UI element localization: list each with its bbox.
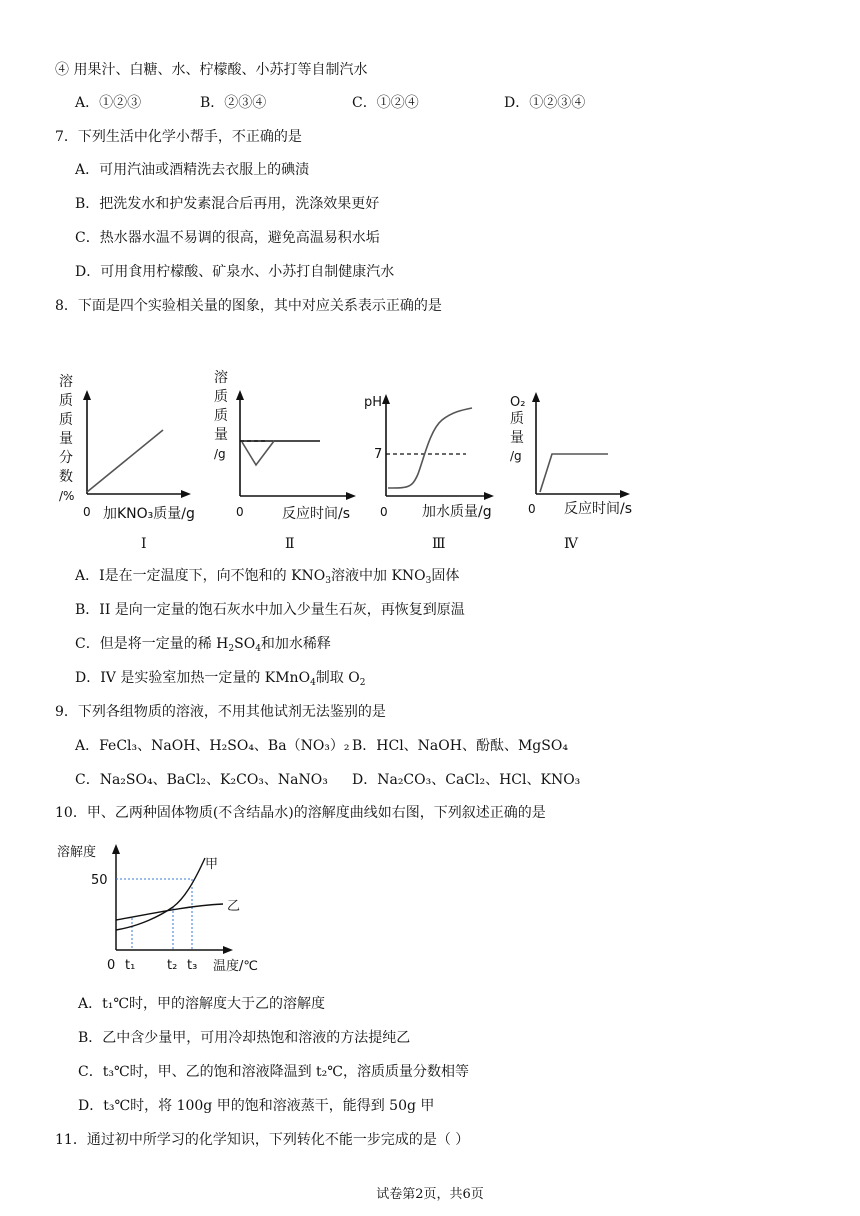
q8-option-c-part3: 和加水稀释 [260,636,331,652]
q8-option-c-part2: SO [234,636,256,652]
graph-2-ylabel-4: /g [214,447,226,461]
q8-option-a [75,566,459,591]
q10-option-a: A．t₁℃时，甲的溶解度大于乙的溶解度 [78,996,326,1012]
solubility-origin: 0 [107,958,116,973]
solubility-graph [55,836,285,976]
graph-1-ylabel-4: 分 [59,450,73,466]
graph-4-ylabel-1: 质 [510,411,524,427]
tick-t2: t₂ [167,958,178,973]
graph-4-svg [508,368,648,558]
q9-option-b: B．HCl、NaOH、酚酞、MgSO₄ [352,738,568,754]
q8-option-c-sub1: 2 [228,644,235,654]
q10-option-d: D．t₃℃时，将 100g 甲的饱和溶液蒸干，能得到 50g 甲 [78,1098,435,1114]
solubility-ytick-50: 50 [91,873,108,888]
q10-option-c: C．t₃℃时，甲、乙的饱和溶液降温到 t₂℃，溶质质量分数相等 [78,1064,469,1080]
q7-option-a: A．可用汽油或酒精洗去衣服上的碘渍 [75,162,310,178]
graph-2-roman: Ⅱ [285,536,295,552]
q9-option-d: D．Na₂CO₃、CaCl₂、HCl、KNO₃ [352,772,581,788]
q8-option-a-part1: A．Ⅰ是在一定温度下，向不饱和的 KNO [75,568,326,584]
q6-item4: ④ 用果汁、白糖、水、柠檬酸、小苏打等自制汽水 [55,62,368,78]
solubility-ylabel: 溶解度 [57,845,97,860]
graph-2 [210,368,375,558]
graph-1-ylabel-6: /% [59,489,75,503]
q9-stem: 9．下列各组物质的溶液，不用其他试剂无法鉴别的是 [55,704,386,720]
q8-option-d-sub1: 4 [310,678,316,688]
graph-2-ylabel-0: 溶 [214,370,228,386]
q8-option-c [75,634,331,659]
graph-1-origin: 0 [83,505,91,519]
graph-1-roman: Ⅰ [141,536,147,552]
q10-option-b: B．乙中含少量甲，可用冷却热饱和溶液的方法提纯乙 [78,1030,411,1046]
q8-option-b: B．II 是向一定量的饱石灰水中加入少量生石灰，再恢复到原温 [75,602,465,618]
graph-1-xlabel: 加KNO₃质量/g [103,506,195,522]
q11-stem: 11．通过初中所学习的化学知识，下列转化不能一步完成的是（ ） [55,1132,470,1148]
graph-2-xlabel: 反应时间/s [282,506,351,522]
q8-option-d [75,668,365,693]
graph-2-origin: 0 [236,505,244,519]
q7-option-d: D．可用食用柠檬酸、矿泉水、小苏打自制健康汽水 [75,264,395,280]
graph-1-ylabel-2: 质 [59,412,73,428]
q7-option-b: B．把洗发水和护发素混合后再用，洗涤效果更好 [75,196,380,212]
graph-4 [508,368,648,558]
q8-option-a-part3: 固体 [431,568,460,584]
graph-4-xlabel: 反应时间/s [564,501,633,517]
graph-3 [360,368,510,558]
graph-4-ylabel-2: 量 [510,430,524,446]
tick-t3: t₃ [187,958,198,973]
curve-label-yi: 乙 [227,899,241,914]
graph-4-ylabel-3: /g [510,449,522,463]
graph-3-origin: 0 [380,505,388,519]
graph-3-svg [360,368,510,558]
q7-stem: 7．下列生活中化学小帮手，不正确的是 [55,129,302,145]
graph-1-ylabel-0: 溶 [59,374,73,390]
solubility-graph-svg [55,836,285,976]
graph-2-ylabel-1: 质 [214,389,228,405]
graph-1-ylabel-5: 数 [59,469,73,485]
graph-3-xlabel: 加水质量/g [422,504,492,520]
curve-label-jia: 甲 [205,857,219,872]
q8-option-a-part2: 溶液中加 KNO [331,568,426,584]
q9-option-c: C．Na₂SO₄、BaCl₂、K₂CO₃、NaNO₃ [75,772,328,788]
graph-4-roman: Ⅳ [564,536,578,552]
q8-option-a-sub1: 3 [325,576,332,586]
q6-option-b: B．②③④ [200,95,267,111]
graph-2-ylabel-3: 量 [214,427,228,443]
q9-option-a: A．FeCl₃、NaOH、H₂SO₄、Ba（NO₃）₂ [75,738,350,754]
q8-option-d-part1: D．IV 是实验室加热一定量的 KMnO [75,670,311,686]
graph-1-svg [55,368,215,558]
tick-t1: t₁ [125,958,136,973]
solubility-xlabel: 温度/℃ [213,959,258,974]
graph-3-tick-7: 7 [374,447,383,462]
q6-option-c: C．①②④ [352,95,419,111]
q7-option-c: C．热水器水温不易调的很高，避免高温易积水垢 [75,230,380,246]
q8-option-c-part1: C．但是将一定量的稀 H [75,636,229,652]
q8-option-c-sub2: 4 [255,644,261,654]
graph-2-svg [210,368,375,558]
graph-3-roman: Ⅲ [432,536,446,552]
q8-option-d-part2: 制取 O [315,670,360,686]
q10-stem: 10．甲、乙两种固体物质(不含结晶水)的溶解度曲线如右图，下列叙述正确的是 [55,805,546,821]
graph-1-ylabel-3: 量 [59,431,73,447]
graph-1-ylabel-1: 质 [59,393,73,409]
q6-option-a: A．①②③ [75,95,142,111]
q8-stem: 8．下面是四个实验相关量的图象，其中对应关系表示正确的是 [55,298,442,314]
graph-1 [55,368,215,558]
graph-3-ylabel: pH [364,395,383,410]
q8-option-d-sub2: 2 [359,678,366,688]
q8-option-a-sub2: 3 [425,576,432,586]
page-footer: 试卷第2页，共6页 [376,1187,484,1202]
graph-2-ylabel-2: 质 [214,408,228,424]
q6-option-d: D．①②③④ [504,95,586,111]
graph-4-origin: 0 [528,502,536,516]
graph-4-ylabel-0: O₂ [510,395,526,410]
